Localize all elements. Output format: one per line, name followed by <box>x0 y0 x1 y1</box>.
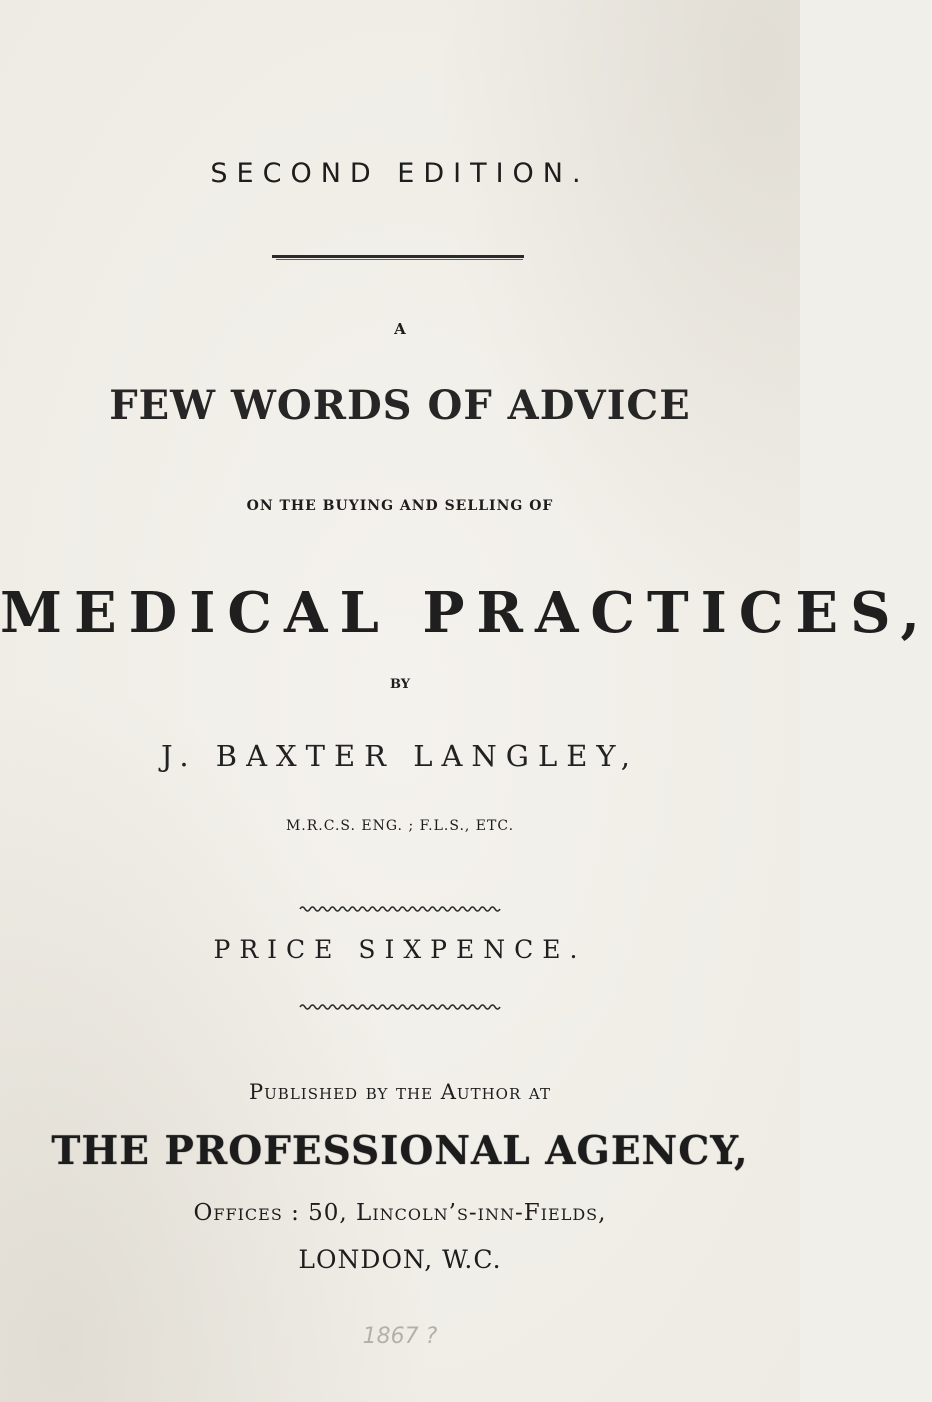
title-subline: ON THE BUYING AND SELLING OF <box>246 498 554 514</box>
author-qualifications: M.R.C.S. ENG. ; F.L.S., ETC. <box>285 818 515 834</box>
publisher-name: THE PROFESSIONAL AGENCY, <box>51 1128 749 1174</box>
double-rule-divider <box>272 255 524 260</box>
by-label: BY <box>389 677 411 692</box>
pencil-annotation: 1867 ? <box>362 1324 438 1349</box>
title-article: A <box>394 320 406 338</box>
edition-label: SECOND EDITION. <box>210 158 590 189</box>
title-main: FEW WORDS OF ADVICE <box>109 382 691 429</box>
price-label: PRICE SIXPENCE. <box>213 935 587 964</box>
published-by-line: Published by the Author at <box>249 1080 551 1104</box>
wavy-rule-top <box>300 905 500 913</box>
title-medical-practices: MEDICAL PRACTICES, <box>0 580 932 646</box>
wavy-rule-bottom <box>300 1003 500 1011</box>
publisher-city: LONDON, W.C. <box>298 1245 502 1274</box>
publisher-address: Offices : 50, Lincoln’s-inn-Fields, <box>193 1200 607 1226</box>
author-name: J. BAXTER LANGLEY, <box>160 739 640 773</box>
